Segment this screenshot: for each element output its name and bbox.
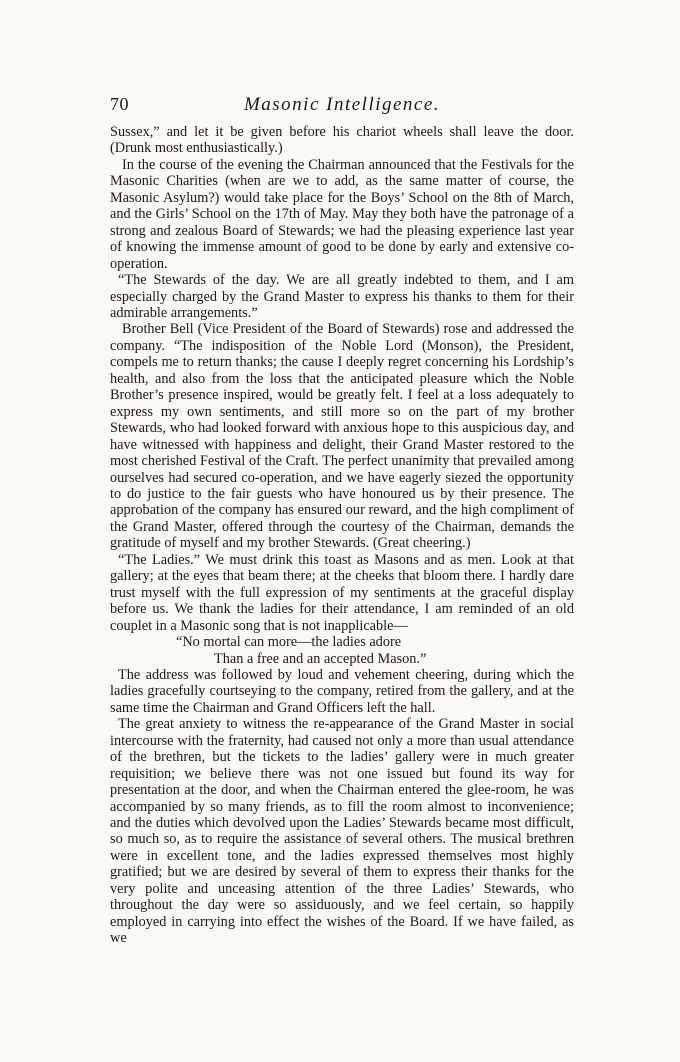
paragraph-address-cheering: The address was followed by loud and vehement cheering, during which the ladies gracefully courtseying to the company, retired from the gallery, and at the same time the Chairman and Grand Officers left the hall. <box>110 666 574 716</box>
paragraph-stewards-toast: “The Stewards of the day. We are all greatly indebted to them, and I am especially charged by the Grand Master to express his thanks to them for their admirable arrangements.” <box>110 272 574 321</box>
paragraph-ladies-toast: “The Ladies.” We must drink this toast as Masons and as men. Look at that gallery; at the eyes that beam there; at the cheeks that bloom there. I hardly dare trust myself with the full expression of my sentiments at the graceful display before us. We thank the ladies for their attendance, I am reminded of an old couplet in a Masonic song that is not inapplicable— <box>110 551 574 634</box>
paragraph-toast-sussex: Sussex,” and let it be given before his chariot wheels shall leave the door. (Drunk most enthusiastically.) <box>110 124 574 157</box>
verse-couplet <box>110 634 574 667</box>
page-header <box>110 94 574 124</box>
paragraph-brother-bell: Brother Bell (Vice President of the Board of Stewards) rose and addressed the company. “The indisposition of the Noble Lord (Monson), the President, compels me to return thanks; the cause I deeply regret concerning his Lordship’s health, and also from the loss that the anticipated pleasure which the Noble Brother’s presence inspired, would be greatly felt. I feel at a loss adequately to express my own sentiments, and still more so on the part of my brother Stewards, who had looked forward with anxious hope to this auspicious day, and have witnessed with happiness and delight, their Grand Master restored to the most cherished Festival of the Craft. The perfect unanimity that prevailed among ourselves had secured co-operation, and we have eagerly siezed the opportunity to do justice to the fair guests who have honoured us by their presence. The approbation of the company has ensured our reward, and the high compliment of the Grand Master, offered through the courtesy of the Chairman, demands the gratitude of myself and my brother Stewards. (Great cheering.) <box>110 321 574 552</box>
page-number: 70 <box>110 94 129 114</box>
book-page <box>110 94 574 947</box>
running-title: Masonic Intelligence. <box>243 94 441 115</box>
verse-line-1: “No mortal can more—the ladies adore <box>176 634 402 651</box>
paragraph-grand-master-anxiety: The great anxiety to witness the re-appearance of the Grand Master in social intercourse with the fraternity, had caused not only a more than usual attendance of the brethren, but the tickets to the ladies’ gallery were in much greater requisition; we believe there was not one issued but found its way for presentation at the door, and when the Chairman entered the glee-room, he was accompanied by so many friends, as to fill the room almost to inconvenience; and the duties which devolved upon the Ladies’ Stewards became most difficult, so much so, as to require the assistance of several others. The musical brethren were in excellent tone, and the ladies expressed themselves most highly gratified; but we are desired by several of them to express their thanks for the very polite and unceasing attention of the three Ladies’ Stewards, who throughout the day were so assiduously, and we feel certain, so happily employed in carrying into effect the wishes of the Board. If we have failed, as we <box>110 716 574 947</box>
verse-line-2: Than a free and an accepted Mason.” <box>214 650 427 667</box>
article-body <box>110 124 574 947</box>
paragraph-festivals: In the course of the evening the Chairman announced that the Festivals for the Masonic Charities (when are we to add, as the same matter of course, the Masonic Asylum?) would take place for the Boys’ School on the 8th of March, and the Girls’ School on the 17th of May. May they both have the patronage of a strong and zealous Board of Stewards; we had the pleasing experience last year of knowing the immense amount of good to be done by early and extensive co-operation. <box>110 156 574 272</box>
